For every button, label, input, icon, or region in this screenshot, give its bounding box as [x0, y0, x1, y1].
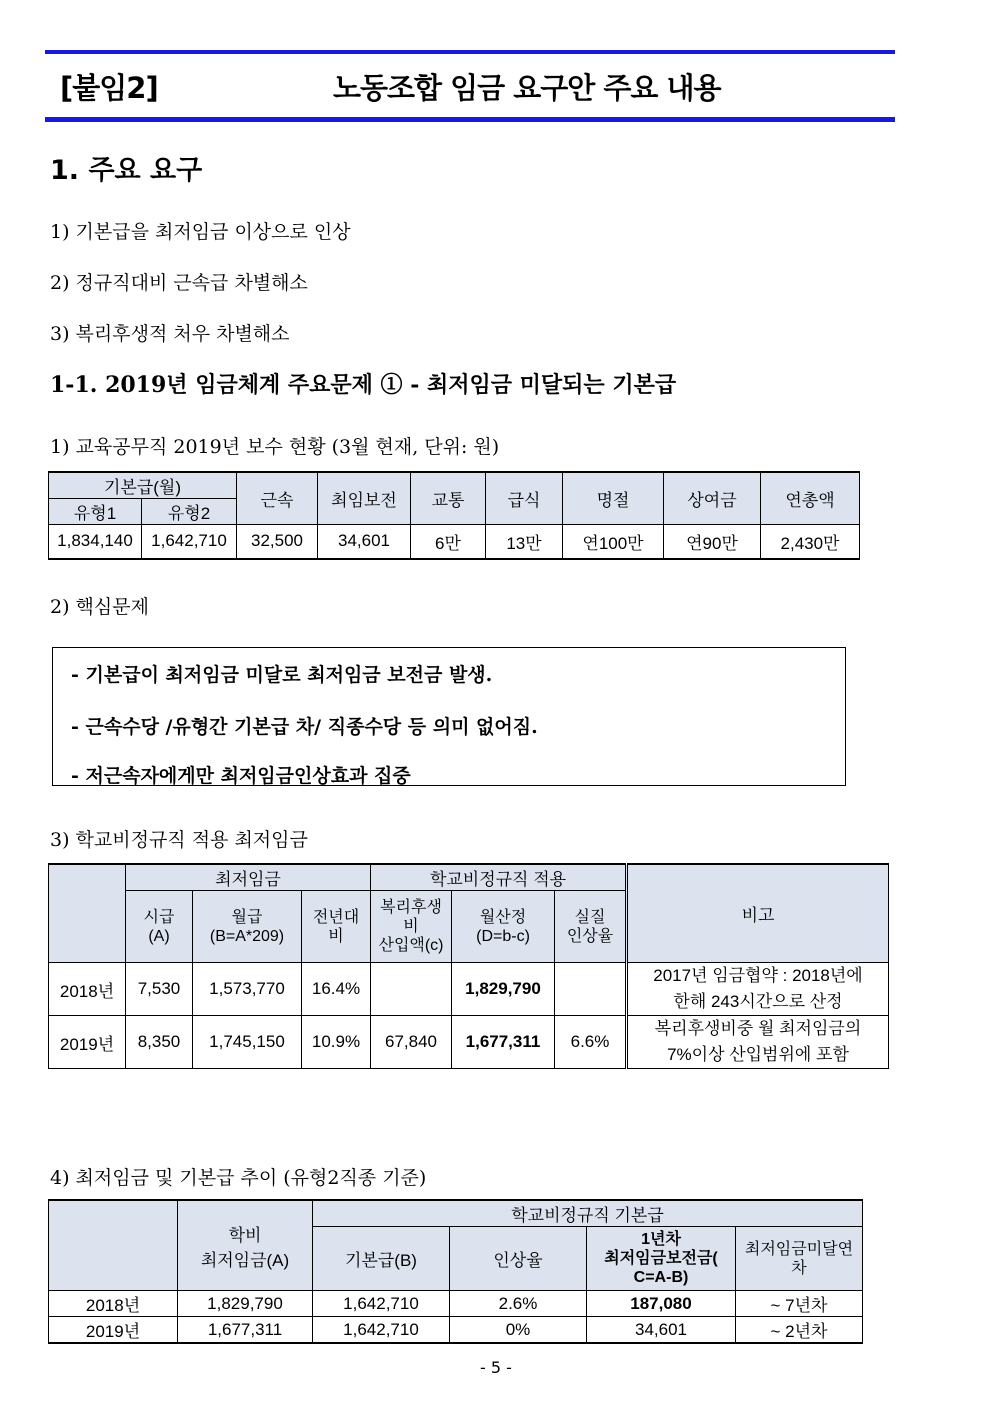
- table-cell: 7,530: [126, 963, 193, 1016]
- table-cell: ~ 2년차: [736, 1317, 863, 1344]
- table-cell: [555, 963, 627, 1016]
- table-cell: 1,829,790: [452, 963, 555, 1016]
- table-header: 상여금: [664, 472, 761, 525]
- table-header: 교통: [411, 472, 486, 525]
- table-header: 연총액: [761, 472, 860, 525]
- table-header: 인상율: [450, 1227, 587, 1291]
- table-row: [49, 525, 860, 559]
- table-header: 급식: [486, 472, 563, 525]
- table-cell: 34,601: [587, 1317, 736, 1344]
- table-header: 복리후생 비 산입액(c): [371, 891, 452, 963]
- table-header: 시급 (A): [126, 891, 193, 963]
- wage-trend-table: [48, 1199, 863, 1344]
- pay-status-table: [48, 471, 860, 560]
- table-header: 기본급(B): [313, 1227, 450, 1291]
- table-cell: 6만: [411, 525, 486, 559]
- table-cell: 1,745,150: [193, 1016, 302, 1069]
- table-cell: 13만: [486, 525, 563, 559]
- page-number: - 5 -: [480, 1358, 512, 1377]
- table-header-corner: [49, 1200, 178, 1291]
- table-cell: 2017년 임금협약 : 2018년에 한해 243시간으로 산정: [627, 963, 889, 1016]
- issue-line: - 저근속자에게만 최저임금인상효과 집중: [71, 765, 411, 787]
- table-caption: 4) 최저임금 및 기본급 추이 (유형2직종 기준): [50, 1167, 427, 1189]
- issue-line: - 기본급이 최저임금 미달로 최저임금 보전금 발생.: [71, 664, 493, 686]
- minimum-wage-table: [48, 863, 889, 1069]
- table-cell: 2018년: [49, 963, 126, 1016]
- table-row: [49, 1291, 863, 1317]
- table-header: 학비 최저임금(A): [178, 1200, 313, 1291]
- list-item: 1) 기본급을 최저임금 이상으로 인상: [50, 221, 351, 243]
- table-header: 비고: [627, 864, 889, 963]
- table-row: [49, 1016, 889, 1069]
- table-header: 유형2: [142, 499, 237, 525]
- table-cell: 16.4%: [302, 963, 371, 1016]
- table-cell: 2.6%: [450, 1291, 587, 1317]
- table-caption: 3) 학교비정규직 적용 최저임금: [50, 829, 308, 851]
- issue-line: - 근속수당 /유형간 기본급 차/ 직종수당 등 의미 없어짐.: [71, 716, 538, 738]
- table-cell: 8,350: [126, 1016, 193, 1069]
- table-cell: 1,834,140: [49, 525, 142, 559]
- table-cell: 복리후생비중 월 최저임금의 7%이상 산입범위에 포함: [627, 1016, 889, 1069]
- subsection-title: 1-1. 2019년 임금체계 주요문제 ① - 최저임금 미달되는 기본급: [50, 372, 677, 398]
- header-bottom-rule: [45, 117, 895, 122]
- table-cell: 6.6%: [555, 1016, 627, 1069]
- table-cell: 1,642,710: [313, 1291, 450, 1317]
- table-header: 기본급(월): [49, 472, 237, 499]
- page-title: 노동조합 임금 요구안 주요 내용: [333, 71, 721, 105]
- table-header: 최저임금: [126, 864, 371, 891]
- table-cell: 2019년: [49, 1016, 126, 1069]
- section-title: 1. 주요 요구: [50, 155, 203, 186]
- table-cell: 10.9%: [302, 1016, 371, 1069]
- table-cell: 1,677,311: [178, 1317, 313, 1344]
- table-header: 학교비정규직 기본급: [313, 1200, 863, 1227]
- table-cell: 2019년: [49, 1317, 178, 1344]
- table-cell: 1,677,311: [452, 1016, 555, 1069]
- table-caption: 1) 교육공무직 2019년 보수 현황 (3월 현재, 단위: 원): [50, 436, 500, 458]
- table-cell: 34,601: [318, 525, 411, 559]
- list-item: 2) 정규직대비 근속급 차별해소: [50, 272, 308, 294]
- table-cell: 1,829,790: [178, 1291, 313, 1317]
- table-cell: 32,500: [237, 525, 318, 559]
- core-issues-box: [52, 647, 846, 786]
- table-header: 학교비정규직 적용: [371, 864, 627, 891]
- table-header: 월산정 (D=b-c): [452, 891, 555, 963]
- table-cell: 1,642,710: [142, 525, 237, 559]
- table-header: 최저임금미달연 차: [736, 1227, 863, 1291]
- table-header: 유형1: [49, 499, 142, 525]
- table-cell: 연100만: [563, 525, 664, 559]
- table-header: 전년대 비: [302, 891, 371, 963]
- table-cell: 1,642,710: [313, 1317, 450, 1344]
- attachment-tag: [붙임2]: [60, 71, 158, 105]
- table-cell: 0%: [450, 1317, 587, 1344]
- table-row: [49, 963, 889, 1016]
- table-cell: 187,080: [587, 1291, 736, 1317]
- table-row: [49, 1317, 863, 1344]
- table-cell: 67,840: [371, 1016, 452, 1069]
- table-header: 1년차 최저임금보전금( C=A-B): [587, 1227, 736, 1291]
- table-cell: ~ 7년차: [736, 1291, 863, 1317]
- table-cell: 2,430만: [761, 525, 860, 559]
- table-header-corner: [49, 864, 126, 963]
- section-caption: 2) 핵심문제: [50, 596, 149, 618]
- table-header: 근속: [237, 472, 318, 525]
- table-cell: 연90만: [664, 525, 761, 559]
- table-cell: 1,573,770: [193, 963, 302, 1016]
- table-header: 월급 (B=A*209): [193, 891, 302, 963]
- list-item: 3) 복리후생적 처우 차별해소: [50, 323, 290, 345]
- table-header: 명절: [563, 472, 664, 525]
- table-cell: [371, 963, 452, 1016]
- table-header: 실질 인상율: [555, 891, 627, 963]
- table-cell: 2018년: [49, 1291, 178, 1317]
- table-header: 최임보전: [318, 472, 411, 525]
- header-top-rule: [45, 50, 895, 54]
